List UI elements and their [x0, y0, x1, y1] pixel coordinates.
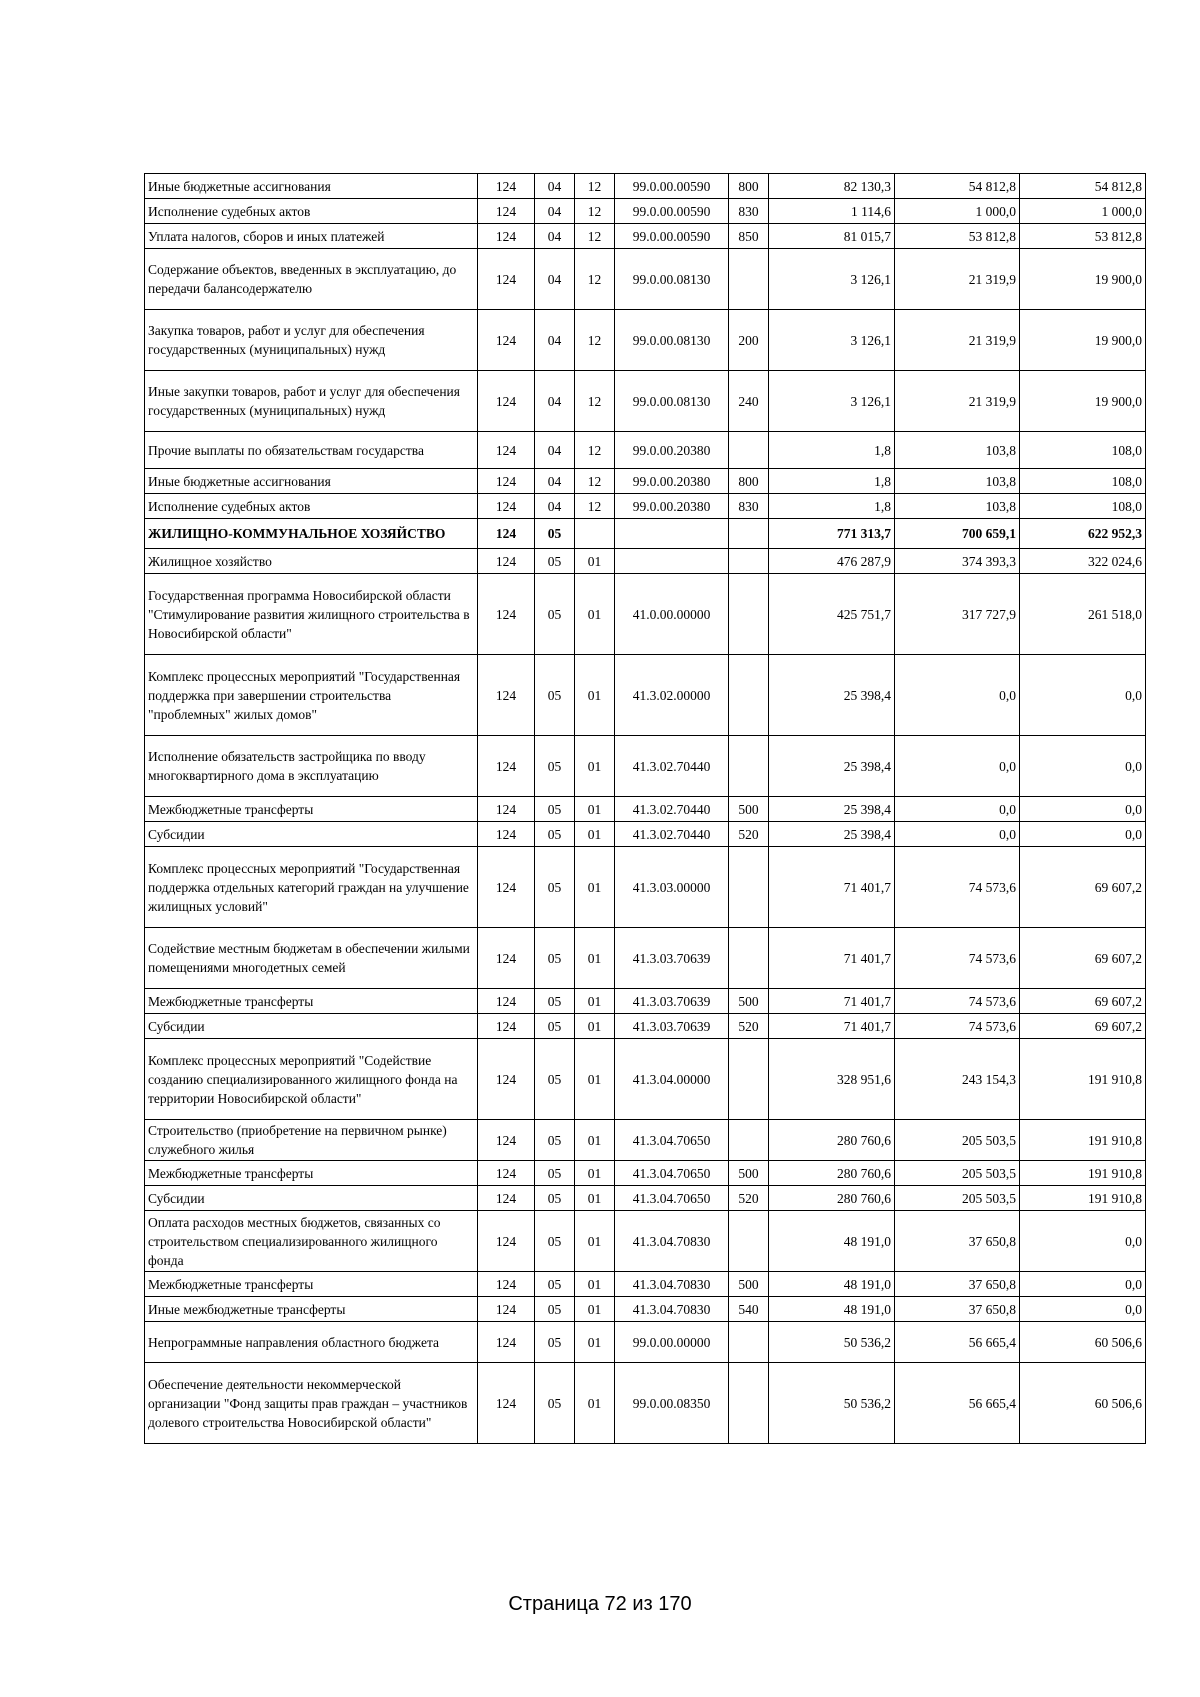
section-code: 05: [535, 1322, 575, 1363]
target-article-code: 99.0.00.20380: [615, 469, 729, 494]
subsection-code: [575, 519, 615, 549]
subsection-code: 12: [575, 469, 615, 494]
expense-type-code: [729, 519, 769, 549]
ved-code: 124: [478, 1363, 535, 1444]
amount-year-2: 317 727,9: [895, 574, 1020, 655]
table-row: [145, 655, 1146, 736]
amount-year-1: 81 015,7: [769, 224, 895, 249]
table-row: [145, 822, 1146, 847]
target-article-code: 99.0.00.00000: [615, 1322, 729, 1363]
amount-year-1: 25 398,4: [769, 736, 895, 797]
subsection-code: 12: [575, 371, 615, 432]
target-article-code: 41.3.03.70639: [615, 1014, 729, 1039]
subsection-code: 01: [575, 1272, 615, 1297]
target-article-code: 41.3.04.70650: [615, 1120, 729, 1161]
section-code: 05: [535, 736, 575, 797]
target-article-code: 99.0.00.00590: [615, 224, 729, 249]
amount-year-2: 54 812,8: [895, 174, 1020, 199]
table-row: [145, 310, 1146, 371]
expense-type-code: 500: [729, 797, 769, 822]
target-article-code: [615, 519, 729, 549]
amount-year-2: 37 650,8: [895, 1297, 1020, 1322]
amount-year-1: 48 191,0: [769, 1272, 895, 1297]
amount-year-1: 3 126,1: [769, 249, 895, 310]
table-row: [145, 519, 1146, 549]
subsection-code: 01: [575, 1039, 615, 1120]
amount-year-3: 191 910,8: [1020, 1120, 1146, 1161]
amount-year-3: 69 607,2: [1020, 928, 1146, 989]
target-article-code: 99.0.00.08130: [615, 249, 729, 310]
amount-year-3: 191 910,8: [1020, 1161, 1146, 1186]
expense-type-code: [729, 1039, 769, 1120]
subsection-code: 01: [575, 574, 615, 655]
target-article-code: 99.0.00.08130: [615, 310, 729, 371]
amount-year-1: 25 398,4: [769, 822, 895, 847]
expense-type-code: [729, 432, 769, 469]
target-article-code: 41.3.02.70440: [615, 822, 729, 847]
subsection-code: 01: [575, 1363, 615, 1444]
amount-year-3: 69 607,2: [1020, 989, 1146, 1014]
amount-year-1: 82 130,3: [769, 174, 895, 199]
amount-year-2: 243 154,3: [895, 1039, 1020, 1120]
section-code: 04: [535, 174, 575, 199]
row-name: ЖИЛИЩНО-КОММУНАЛЬНОЕ ХОЗЯЙСТВО: [145, 519, 478, 549]
expense-type-code: 500: [729, 989, 769, 1014]
subsection-code: 01: [575, 847, 615, 928]
amount-year-2: 21 319,9: [895, 371, 1020, 432]
row-name: Комплекс процессных мероприятий "Государственная поддержка отдельных категорий граждан на улучшение жилищных условий": [145, 847, 478, 928]
section-code: 05: [535, 1363, 575, 1444]
amount-year-3: 19 900,0: [1020, 371, 1146, 432]
amount-year-3: 322 024,6: [1020, 549, 1146, 574]
expense-type-code: [729, 1322, 769, 1363]
amount-year-2: 56 665,4: [895, 1363, 1020, 1444]
expense-type-code: 800: [729, 469, 769, 494]
table-row: [145, 1039, 1146, 1120]
amount-year-3: 54 812,8: [1020, 174, 1146, 199]
table-row: [145, 797, 1146, 822]
subsection-code: 01: [575, 1161, 615, 1186]
amount-year-3: 108,0: [1020, 432, 1146, 469]
table-row: [145, 199, 1146, 224]
row-name: Оплата расходов местных бюджетов, связанных со строительством специализированного жилищного фонда: [145, 1211, 478, 1272]
section-code: 04: [535, 371, 575, 432]
subsection-code: 12: [575, 199, 615, 224]
target-article-code: 99.0.00.20380: [615, 494, 729, 519]
section-code: 05: [535, 1039, 575, 1120]
amount-year-2: 56 665,4: [895, 1322, 1020, 1363]
subsection-code: 01: [575, 989, 615, 1014]
amount-year-1: 48 191,0: [769, 1211, 895, 1272]
subsection-code: 01: [575, 822, 615, 847]
amount-year-2: 74 573,6: [895, 928, 1020, 989]
ved-code: 124: [478, 371, 535, 432]
expense-type-code: 520: [729, 1186, 769, 1211]
amount-year-2: 205 503,5: [895, 1161, 1020, 1186]
subsection-code: 01: [575, 928, 615, 989]
ved-code: 124: [478, 469, 535, 494]
amount-year-1: 1,8: [769, 432, 895, 469]
section-code: 05: [535, 549, 575, 574]
ved-code: 124: [478, 174, 535, 199]
ved-code: 124: [478, 574, 535, 655]
row-name: Иные бюджетные ассигнования: [145, 469, 478, 494]
table-row: [145, 847, 1146, 928]
target-article-code: 41.3.04.00000: [615, 1039, 729, 1120]
table-row: [145, 174, 1146, 199]
target-article-code: 41.3.04.70830: [615, 1211, 729, 1272]
table-row: [145, 1363, 1146, 1444]
subsection-code: 01: [575, 1014, 615, 1039]
row-name: Субсидии: [145, 1014, 478, 1039]
amount-year-2: 205 503,5: [895, 1120, 1020, 1161]
target-article-code: 99.0.00.00590: [615, 199, 729, 224]
section-code: 05: [535, 847, 575, 928]
amount-year-1: 280 760,6: [769, 1161, 895, 1186]
amount-year-2: 0,0: [895, 736, 1020, 797]
target-article-code: 41.3.02.70440: [615, 736, 729, 797]
amount-year-2: 103,8: [895, 469, 1020, 494]
amount-year-1: 3 126,1: [769, 371, 895, 432]
section-code: 05: [535, 1120, 575, 1161]
row-name: Субсидии: [145, 822, 478, 847]
ved-code: 124: [478, 1120, 535, 1161]
amount-year-3: 0,0: [1020, 1297, 1146, 1322]
ved-code: 124: [478, 847, 535, 928]
expense-type-code: 240: [729, 371, 769, 432]
ved-code: 124: [478, 1014, 535, 1039]
expense-type-code: [729, 1211, 769, 1272]
subsection-code: 12: [575, 310, 615, 371]
expense-type-code: [729, 736, 769, 797]
section-code: 04: [535, 224, 575, 249]
amount-year-1: 425 751,7: [769, 574, 895, 655]
expense-type-code: [729, 1120, 769, 1161]
expense-type-code: 500: [729, 1272, 769, 1297]
row-name: Иные бюджетные ассигнования: [145, 174, 478, 199]
amount-year-3: 60 506,6: [1020, 1322, 1146, 1363]
amount-year-3: 108,0: [1020, 494, 1146, 519]
table-row: [145, 432, 1146, 469]
section-code: 04: [535, 494, 575, 519]
row-name: Содействие местным бюджетам в обеспечении жилыми помещениями многодетных семей: [145, 928, 478, 989]
amount-year-3: 108,0: [1020, 469, 1146, 494]
subsection-code: 01: [575, 1322, 615, 1363]
table-row: [145, 494, 1146, 519]
table-row: [145, 249, 1146, 310]
target-article-code: 41.3.03.00000: [615, 847, 729, 928]
target-article-code: [615, 549, 729, 574]
row-name: Субсидии: [145, 1186, 478, 1211]
row-name: Обеспечение деятельности некоммерческой организации "Фонд защиты прав граждан – участников долевого строительства Новосибирской области": [145, 1363, 478, 1444]
ved-code: 124: [478, 432, 535, 469]
ved-code: 124: [478, 1039, 535, 1120]
subsection-code: 01: [575, 1120, 615, 1161]
row-name: Жилищное хозяйство: [145, 549, 478, 574]
expense-type-code: [729, 1363, 769, 1444]
subsection-code: 01: [575, 736, 615, 797]
row-name: Межбюджетные трансферты: [145, 1161, 478, 1186]
target-article-code: 41.3.03.70639: [615, 928, 729, 989]
amount-year-2: 0,0: [895, 822, 1020, 847]
target-article-code: 41.3.03.70639: [615, 989, 729, 1014]
amount-year-1: 71 401,7: [769, 928, 895, 989]
target-article-code: 41.3.02.70440: [615, 797, 729, 822]
amount-year-1: 71 401,7: [769, 989, 895, 1014]
amount-year-1: 25 398,4: [769, 655, 895, 736]
amount-year-2: 74 573,6: [895, 1014, 1020, 1039]
ved-code: 124: [478, 1297, 535, 1322]
target-article-code: 99.0.00.00590: [615, 174, 729, 199]
ved-code: 124: [478, 1272, 535, 1297]
amount-year-3: 0,0: [1020, 655, 1146, 736]
expense-type-code: 800: [729, 174, 769, 199]
section-code: 05: [535, 574, 575, 655]
amount-year-2: 1 000,0: [895, 199, 1020, 224]
amount-year-1: 280 760,6: [769, 1120, 895, 1161]
table-row: [145, 928, 1146, 989]
expense-type-code: 500: [729, 1161, 769, 1186]
section-code: 05: [535, 1186, 575, 1211]
expense-type-code: [729, 928, 769, 989]
ved-code: 124: [478, 249, 535, 310]
section-code: 05: [535, 797, 575, 822]
row-name: Комплекс процессных мероприятий "Содействие созданию специализированного жилищного фонда на территории Новосибирской области": [145, 1039, 478, 1120]
subsection-code: 01: [575, 797, 615, 822]
row-name: Исполнение обязательств застройщика по вводу многоквартирного дома в эксплуатацию: [145, 736, 478, 797]
amount-year-3: 0,0: [1020, 736, 1146, 797]
row-name: Иные закупки товаров, работ и услуг для обеспечения государственных (муниципальных) нужд: [145, 371, 478, 432]
table-row: [145, 371, 1146, 432]
target-article-code: 41.3.04.70830: [615, 1297, 729, 1322]
subsection-code: 01: [575, 1297, 615, 1322]
row-name: Межбюджетные трансферты: [145, 797, 478, 822]
expense-type-code: [729, 847, 769, 928]
section-code: 05: [535, 519, 575, 549]
amount-year-3: 19 900,0: [1020, 249, 1146, 310]
section-code: 05: [535, 989, 575, 1014]
row-name: Закупка товаров, работ и услуг для обеспечения государственных (муниципальных) нужд: [145, 310, 478, 371]
table-body: [145, 174, 1146, 1444]
amount-year-2: 374 393,3: [895, 549, 1020, 574]
amount-year-1: 328 951,6: [769, 1039, 895, 1120]
section-code: 04: [535, 432, 575, 469]
row-name: Уплата налогов, сборов и иных платежей: [145, 224, 478, 249]
amount-year-3: 53 812,8: [1020, 224, 1146, 249]
target-article-code: 41.0.00.00000: [615, 574, 729, 655]
row-name: Иные межбюджетные трансферты: [145, 1297, 478, 1322]
expense-type-code: [729, 549, 769, 574]
target-article-code: 41.3.04.70650: [615, 1186, 729, 1211]
expense-type-code: [729, 574, 769, 655]
expense-type-code: [729, 249, 769, 310]
amount-year-3: 0,0: [1020, 1272, 1146, 1297]
amount-year-3: 60 506,6: [1020, 1363, 1146, 1444]
row-name: Строительство (приобретение на первичном рынке) служебного жилья: [145, 1120, 478, 1161]
amount-year-1: 71 401,7: [769, 1014, 895, 1039]
section-code: 05: [535, 1211, 575, 1272]
row-name: Исполнение судебных актов: [145, 494, 478, 519]
amount-year-1: 50 536,2: [769, 1363, 895, 1444]
section-code: 04: [535, 199, 575, 224]
amount-year-1: 280 760,6: [769, 1186, 895, 1211]
ved-code: 124: [478, 655, 535, 736]
subsection-code: 12: [575, 494, 615, 519]
section-code: 05: [535, 655, 575, 736]
ved-code: 124: [478, 1322, 535, 1363]
amount-year-2: 37 650,8: [895, 1272, 1020, 1297]
table-row: [145, 1120, 1146, 1161]
amount-year-3: 1 000,0: [1020, 199, 1146, 224]
row-name: Комплекс процессных мероприятий "Государственная поддержка при завершении строительства "проблемных" жилых домов": [145, 655, 478, 736]
amount-year-2: 53 812,8: [895, 224, 1020, 249]
table-row: [145, 574, 1146, 655]
amount-year-3: 261 518,0: [1020, 574, 1146, 655]
table-row: [145, 1322, 1146, 1363]
amount-year-2: 205 503,5: [895, 1186, 1020, 1211]
ved-code: 124: [478, 1186, 535, 1211]
amount-year-1: 1 114,6: [769, 199, 895, 224]
subsection-code: 01: [575, 549, 615, 574]
amount-year-1: 3 126,1: [769, 310, 895, 371]
ved-code: 124: [478, 224, 535, 249]
subsection-code: 01: [575, 655, 615, 736]
amount-year-2: 0,0: [895, 797, 1020, 822]
section-code: 04: [535, 249, 575, 310]
section-code: 05: [535, 822, 575, 847]
expense-type-code: [729, 655, 769, 736]
table-row: [145, 549, 1146, 574]
amount-year-3: 69 607,2: [1020, 1014, 1146, 1039]
ved-code: 124: [478, 989, 535, 1014]
amount-year-1: 71 401,7: [769, 847, 895, 928]
subsection-code: 12: [575, 224, 615, 249]
row-name: Межбюджетные трансферты: [145, 1272, 478, 1297]
ved-code: 124: [478, 519, 535, 549]
amount-year-3: 622 952,3: [1020, 519, 1146, 549]
target-article-code: 99.0.00.20380: [615, 432, 729, 469]
ved-code: 124: [478, 797, 535, 822]
target-article-code: 41.3.04.70830: [615, 1272, 729, 1297]
target-article-code: 99.0.00.08130: [615, 371, 729, 432]
section-code: 05: [535, 1161, 575, 1186]
amount-year-1: 48 191,0: [769, 1297, 895, 1322]
amount-year-3: 0,0: [1020, 822, 1146, 847]
section-code: 05: [535, 1014, 575, 1039]
amount-year-1: 50 536,2: [769, 1322, 895, 1363]
section-code: 05: [535, 1272, 575, 1297]
table-row: [145, 469, 1146, 494]
amount-year-1: 476 287,9: [769, 549, 895, 574]
expense-type-code: 540: [729, 1297, 769, 1322]
amount-year-3: 191 910,8: [1020, 1039, 1146, 1120]
subsection-code: 12: [575, 249, 615, 310]
table-row: [145, 1014, 1146, 1039]
amount-year-2: 103,8: [895, 494, 1020, 519]
amount-year-3: 69 607,2: [1020, 847, 1146, 928]
amount-year-3: 191 910,8: [1020, 1186, 1146, 1211]
expense-type-code: 830: [729, 199, 769, 224]
amount-year-1: 25 398,4: [769, 797, 895, 822]
ved-code: 124: [478, 549, 535, 574]
table-row: [145, 1297, 1146, 1322]
row-name: Исполнение судебных актов: [145, 199, 478, 224]
table-row: [145, 989, 1146, 1014]
table-row: [145, 1186, 1146, 1211]
table-row: [145, 1161, 1146, 1186]
amount-year-1: 1,8: [769, 494, 895, 519]
amount-year-2: 700 659,1: [895, 519, 1020, 549]
budget-table: [144, 173, 1146, 1444]
table-row: [145, 736, 1146, 797]
table-row: [145, 1272, 1146, 1297]
ved-code: 124: [478, 736, 535, 797]
ved-code: 124: [478, 1211, 535, 1272]
amount-year-2: 0,0: [895, 655, 1020, 736]
expense-type-code: 520: [729, 1014, 769, 1039]
subsection-code: 12: [575, 432, 615, 469]
amount-year-2: 74 573,6: [895, 989, 1020, 1014]
expense-type-code: 850: [729, 224, 769, 249]
section-code: 05: [535, 928, 575, 989]
amount-year-3: 0,0: [1020, 797, 1146, 822]
ved-code: 124: [478, 928, 535, 989]
ved-code: 124: [478, 310, 535, 371]
row-name: Межбюджетные трансферты: [145, 989, 478, 1014]
expense-type-code: 830: [729, 494, 769, 519]
row-name: Государственная программа Новосибирской области "Стимулирование развития жилищного строительства в Новосибирской области": [145, 574, 478, 655]
ved-code: 124: [478, 822, 535, 847]
row-name: Непрограммные направления областного бюджета: [145, 1322, 478, 1363]
table-row: [145, 1211, 1146, 1272]
table-row: [145, 224, 1146, 249]
section-code: 04: [535, 469, 575, 494]
row-name: Содержание объектов, введенных в эксплуатацию, до передачи балансодержателю: [145, 249, 478, 310]
subsection-code: 01: [575, 1186, 615, 1211]
amount-year-1: 771 313,7: [769, 519, 895, 549]
section-code: 04: [535, 310, 575, 371]
amount-year-3: 0,0: [1020, 1211, 1146, 1272]
amount-year-2: 21 319,9: [895, 310, 1020, 371]
amount-year-2: 103,8: [895, 432, 1020, 469]
target-article-code: 41.3.04.70650: [615, 1161, 729, 1186]
expense-type-code: 200: [729, 310, 769, 371]
amount-year-2: 21 319,9: [895, 249, 1020, 310]
amount-year-3: 19 900,0: [1020, 310, 1146, 371]
target-article-code: 41.3.02.00000: [615, 655, 729, 736]
amount-year-2: 37 650,8: [895, 1211, 1020, 1272]
expense-type-code: 520: [729, 822, 769, 847]
target-article-code: 99.0.00.08350: [615, 1363, 729, 1444]
amount-year-1: 1,8: [769, 469, 895, 494]
subsection-code: 01: [575, 1211, 615, 1272]
subsection-code: 12: [575, 174, 615, 199]
ved-code: 124: [478, 1161, 535, 1186]
ved-code: 124: [478, 199, 535, 224]
section-code: 05: [535, 1297, 575, 1322]
ved-code: 124: [478, 494, 535, 519]
page-number: Страница 72 из 170: [508, 1593, 692, 1615]
row-name: Прочие выплаты по обязательствам государства: [145, 432, 478, 469]
amount-year-2: 74 573,6: [895, 847, 1020, 928]
